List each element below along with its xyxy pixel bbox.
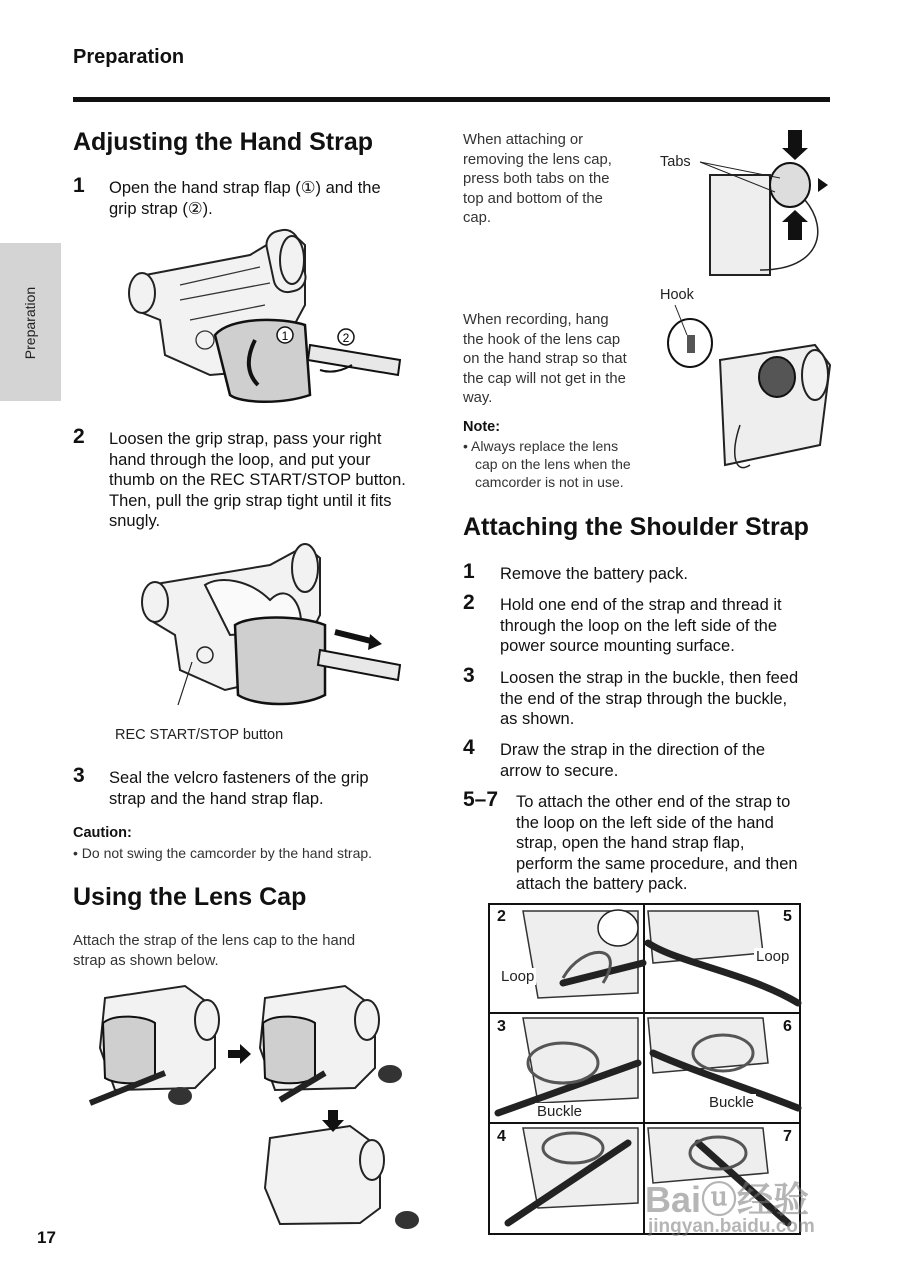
callout-1: 1 [281,329,289,343]
step-number: 3 [463,664,475,687]
step-number: 2 [463,591,475,614]
side-tab-label: Preparation [22,286,38,360]
step-number: 2 [73,425,85,448]
watermark-url: jingyan.baidu.com [648,1216,815,1237]
hook-label: Hook [660,287,694,303]
step-text: Loosen the grip strap, pass your right hand through the loop, and put your thumb on the REC START/STOP button. Then, pull the grip strap tight until it fits snugly. [109,430,406,530]
step-number: 5–7 [463,788,499,811]
grid-step-5: 5 [783,908,792,925]
grid-step-2: 2 [497,908,506,925]
tabs-label: Tabs [660,154,691,170]
step-text: To attach the other end of the strap to the loop on the left side of the hand strap, open the hand strap flap, perform the same procedure, and then attach the battery pack. [516,793,798,893]
hand-strap-title: Adjusting the Hand Strap [73,128,373,156]
lens-cap-tabs-illustration [700,130,835,275]
shoulder-strap-title: Attaching the Shoulder Strap [463,513,809,541]
step-number: 3 [73,764,85,787]
step-text: Seal the velcro fasteners of the grip strap and the hand strap flap. [109,769,369,808]
side-tab [0,243,61,401]
note-text: • Always replace the lens cap on the lens when the camcorder is not in use. [463,438,631,490]
step-text: Draw the strap in the direction of the arrow to secure. [500,741,766,780]
lens-cap-intro: Attach the strap of the lens cap to the hand strap as shown below. [73,933,356,969]
loop-label: Loop [501,968,535,985]
step-text: Open the hand strap flap (①) and the grip strap (②). [109,179,381,218]
lens-cap-title: Using the Lens Cap [73,883,307,911]
note-heading: Note: [463,419,501,435]
buckle-label: Buckle [537,1103,583,1120]
step-number: 1 [463,560,475,583]
watermark-brand: Baiⓤ经验 [645,1179,810,1220]
section-header: Preparation [73,46,185,68]
lens-cap-hook-illustration [665,305,835,490]
caution-heading: Caution: [73,825,132,841]
grid-step-3: 3 [497,1018,506,1035]
hang-cap-instructions: When recording, hang the hook of the lens cap on the hand strap so that the cap will not get in the way. [463,312,627,406]
grid-step-7: 7 [783,1128,792,1145]
callout-2: 2 [342,331,350,345]
loop-label: Loop [756,948,790,965]
buckle-label: Buckle [709,1094,755,1111]
step-text: Remove the battery pack. [500,565,689,583]
grid-step-4: 4 [497,1128,506,1145]
page-number: 17 [37,1228,56,1247]
step-number: 1 [73,174,85,197]
camcorder-hand-strap-illustration [120,225,410,410]
grid-step-6: 6 [783,1018,792,1035]
lens-cap-attach-illustration [85,978,425,1228]
step-text: Loosen the strap in the buckle, then feed the end of the strap through the buckle, as shown. [500,669,799,728]
step-number: 4 [463,736,475,759]
rec-start-stop-label: REC START/STOP button [115,727,284,743]
attach-cap-instructions: When attaching or removing the lens cap, press both tabs on the top and bottom of the cap. [463,132,612,226]
caution-text: • Do not swing the camcorder by the hand strap. [73,845,373,861]
camcorder-grip-illustration [130,540,410,725]
header-rule [73,97,830,102]
step-text: Hold one end of the strap and thread it through the loop on the left side of the power source mounting surface. [500,596,782,655]
